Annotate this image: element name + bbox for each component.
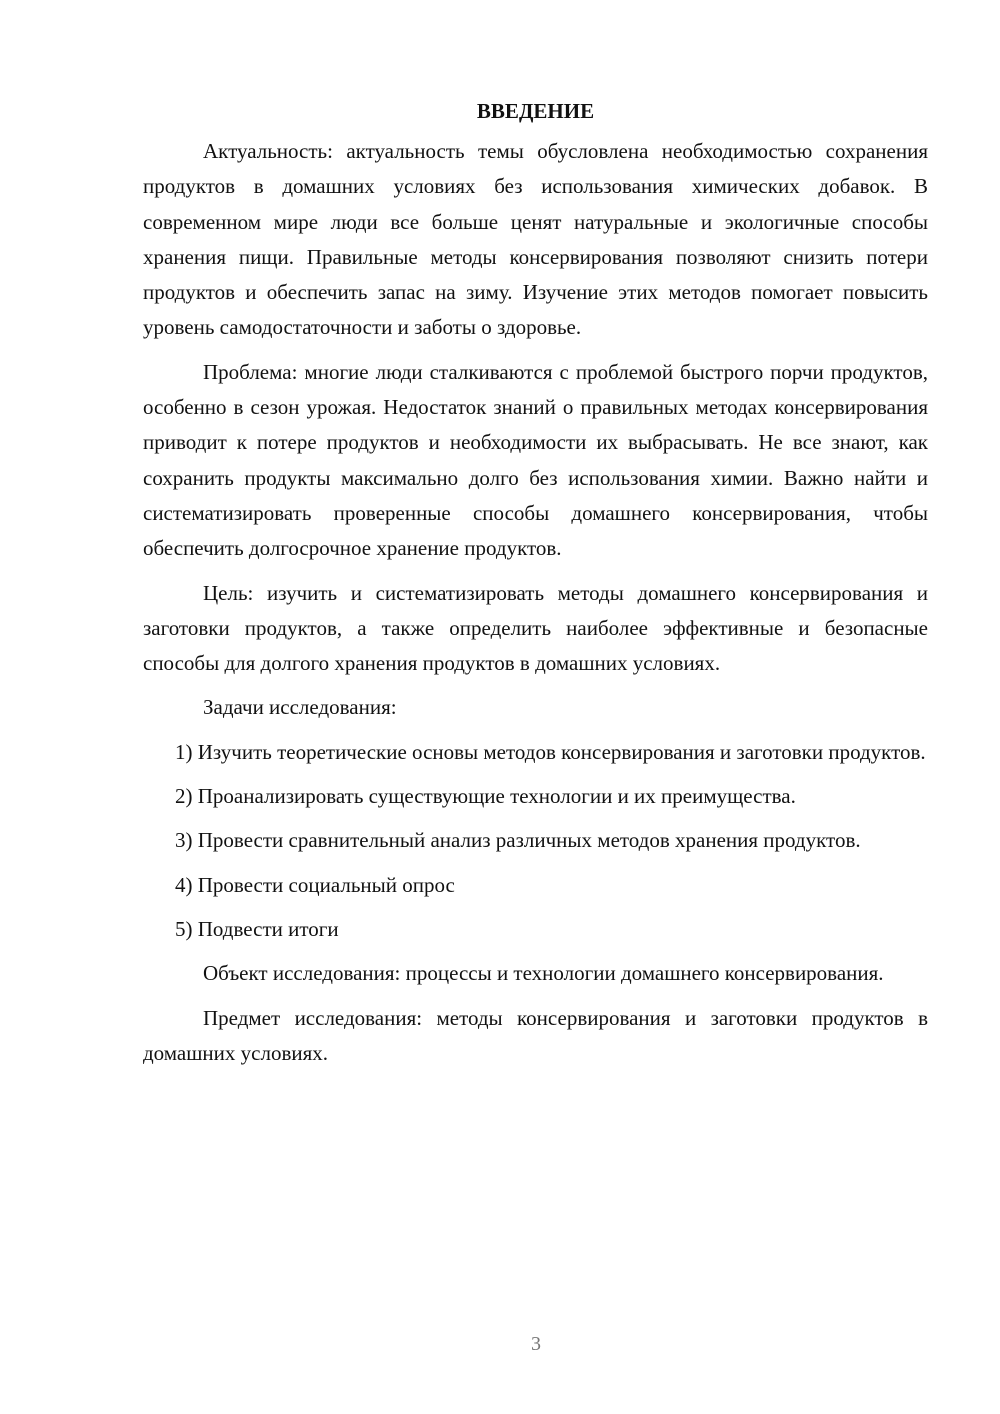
page-title: ВВЕДЕНИЕ [476,99,595,123]
task-item-3: 3) Провести сравнительный анализ различных методов хранения продуктов. [175,828,861,853]
page-number: 3 [531,1333,541,1355]
paragraph-relevance: Актуальность: актуальность темы обусловлена необходимостью сохранения продуктов в домашних условиях без использования химических добавок. В современном мире люди все больше ценят натуральные и экологичные способы хранения пищи. Правильные методы консервирования позволяют снизить потери продуктов и обеспечить запас на зиму. Изучение этих методов помогает повысить уровень самодостаточности и заботы о здоровье. [143,139,928,340]
paragraph-goal: Цель: изучить и систематизировать методы домашнего консервирования и заготовки продуктов, а также определить наиболее эффективные и безопасные способы для долгого хранения продуктов в домашних условиях. [143,580,928,676]
task-item-1: 1) Изучить теоретические основы методов консервирования и заготовки продуктов. [175,739,926,764]
task-item-4: 4) Провести социальный опрос [175,872,455,897]
task-item-2: 2) Проанализировать существующие технологии и их преимущества. [175,784,796,809]
page-content [143,96,928,1080]
paragraph-object: Объект исследования: процессы и технологии домашнего консервирования. [203,961,884,986]
paragraph-subject: Предмет исследования: методы консервирования и заготовки продуктов в домашних условиях. [143,1005,928,1065]
task-item-5: 5) Подвести итоги [175,916,339,941]
paragraph-problem: Проблема: многие люди сталкиваются с проблемой быстрого порчи продуктов, особенно в сезон урожая. Недостаток знаний о правильных методах консервирования приводит к потере продуктов и необходимости их выбрасывать. Не все знают, как сохранить продукты максимально долго без использования химии. Важно найти и систематизировать проверенные способы домашнего консервирования, чтобы обеспечить долгосрочное хранение продуктов. [143,359,928,561]
tasks-heading: Задачи исследования: [203,695,397,720]
